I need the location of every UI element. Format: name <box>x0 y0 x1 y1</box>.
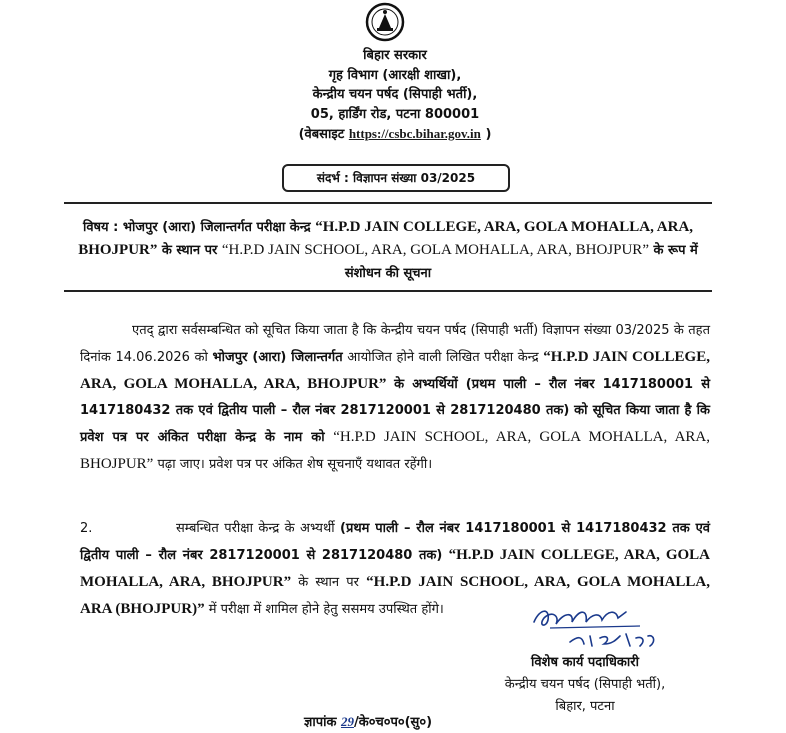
para2-old-center: “H.P.D JAIN COLLEGE, ARA, GOLA MOHALLA, ARA, BHOJPUR” <box>80 547 710 590</box>
signatory-place: बिहार, पटना <box>555 699 615 714</box>
signatory-designation: विशेष कार्य पदाधिकारी <box>531 655 639 670</box>
bihar-government-emblem-icon <box>365 2 405 42</box>
para2-roll-ranges: (प्रथम पाली – रौल नंबर 1417180001 से 1417180432 तक एवं द्वितीय पाली – रौल नंबर 2817120001 से 2817120480 तक) <box>80 521 710 563</box>
para1-district: भोजपुर (आरा) जिलान्तर्गत <box>212 350 343 365</box>
signatory-office: केन्द्रीय चयन पर्षद (सिपाही भर्ती), <box>504 677 666 692</box>
website-label: (वेबसाइट <box>298 127 345 142</box>
memo-handwritten-number: 29 <box>340 714 354 729</box>
para2-number: 2. <box>80 521 93 536</box>
website-line <box>250 124 540 145</box>
para1-roll-ranges: के अभ्यर्थियों (प्रथम पाली – रौल नंबर 1417180001 से 1417180432 तक एवं द्वितीय पाली – रौल नंबर 2817120001 से 2817120480 तक) <box>80 377 710 418</box>
subject-new-center: “H.P.D JAIN SCHOOL, ARA, GOLA MOHALLA, ARA, BHOJPUR” <box>221 242 649 258</box>
department-name: गृह विभाग (आरक्षी शाखा), <box>328 67 462 83</box>
para1-new-center: “H.P.D JAIN SCHOOL, ARA, GOLA MOHALLA, ARA, BHOJPUR” <box>80 429 710 472</box>
subject-middle: के स्थान पर <box>161 243 218 258</box>
para1-intro: एतद् द्वारा सर्वसम्बन्धित को सूचित किया जाता है कि केन्द्रीय चयन पर्षद (सिपाही भर्ती) विज्ञापन संख्या 03/2025 के तहत दिनांक 14.06.2026 को <box>80 323 710 365</box>
website-link[interactable]: https://csbc.bihar.gov.in <box>348 126 481 141</box>
memo-suffix: /के०च०प०(सु०) <box>353 715 433 730</box>
para2-intro: सम्बन्धित परीक्षा केन्द्र के अभ्यर्थी <box>176 521 335 536</box>
para2-middle: के स्थान पर <box>298 575 359 590</box>
para1-closing: पढ़ा जाए। प्रवेश पत्र पर अंकित शेष सूचनाएँ यथावत रहेंगी। <box>157 457 433 472</box>
para2-new-center: “H.P.D JAIN SCHOOL, ARA, GOLA MOHALLA, ARA (BHOJPUR)” <box>80 574 710 617</box>
para1-instruction: को सूचित किया जाता है कि प्रवेश पत्र पर अंकित परीक्षा केन्द्र के नाम को <box>80 403 710 445</box>
para1-exam-center-label: आयोजित होने वाली लिखित परीक्षा केन्द्र <box>347 350 539 365</box>
para1-old-center: “H.P.D JAIN COLLEGE, ARA, GOLA MOHALLA, ARA, BHOJPUR” <box>80 349 710 392</box>
para2-closing: में परीक्षा में शामिल होने हेतु ससमय उपस्थित होंगे। <box>208 602 444 617</box>
divider-bottom <box>64 290 712 292</box>
website-close: ) <box>485 127 492 142</box>
office-address: 05, हार्डिंग रोड, पटना 800001 <box>310 106 480 122</box>
memo-label: ज्ञापांक <box>304 715 337 730</box>
government-name: बिहार सरकार <box>363 48 427 63</box>
reference-box: संदर्भ : विज्ञापन संख्या 03/2025 <box>282 164 510 192</box>
handwritten-signature <box>530 600 680 650</box>
memo-number <box>304 712 484 733</box>
subject-old-center: “H.P.D JAIN COLLEGE, ARA, GOLA MOHALLA, ARA, BHOJPUR” <box>78 219 694 258</box>
signature-block <box>470 652 700 718</box>
divider-top <box>64 202 712 204</box>
subject-prefix: विषय : भोजपुर (आरा) जिलान्तर्गत परीक्षा केन्द्र <box>82 220 311 235</box>
subject-block <box>70 216 706 285</box>
paragraph-1 <box>80 318 710 478</box>
subject-suffix: के रूप में संशोधन की सूचना <box>344 243 698 281</box>
office-header <box>250 46 540 145</box>
board-name: केन्द्रीय चयन पर्षद (सिपाही भर्ती), <box>312 87 478 102</box>
